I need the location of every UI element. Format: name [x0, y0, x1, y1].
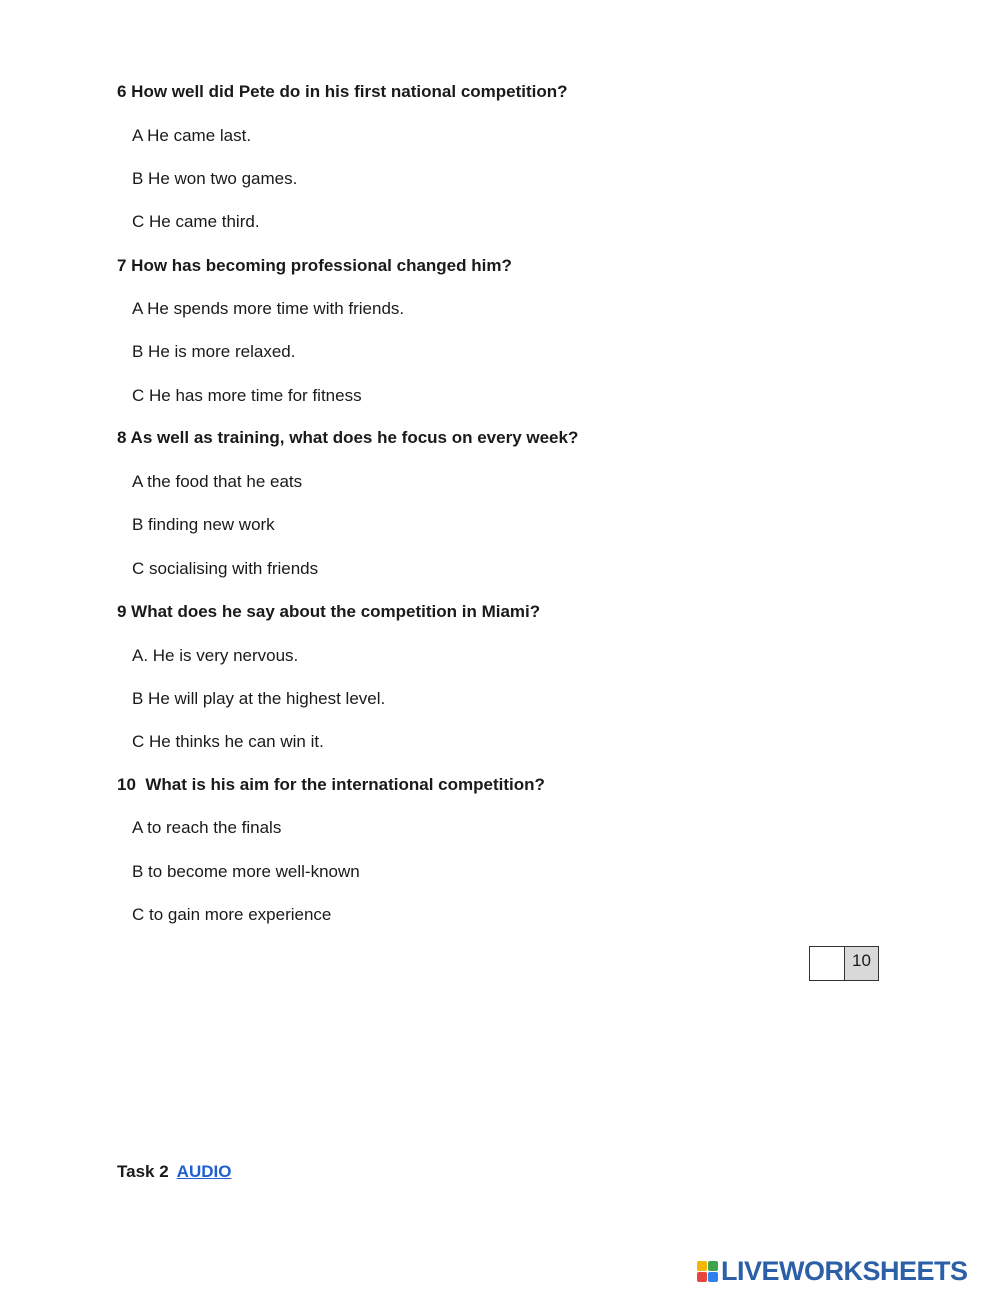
question-9-option-c: C He thinks he can win it.: [132, 732, 324, 751]
score-box: [809, 946, 879, 981]
logo-block-e: [708, 1272, 718, 1282]
question-9-option-a: A. He is very nervous.: [132, 646, 299, 665]
question-8-option-b: B finding new work: [132, 515, 275, 534]
question-6-option-b: B He won two games.: [132, 169, 298, 188]
question-8-option-c: C socialising with friends: [132, 559, 319, 578]
question-10: 10 What is his aim for the international competition?: [117, 775, 545, 794]
task-label: Task 2: [117, 1162, 169, 1181]
question-7-option-c: C He has more time for fitness: [132, 386, 362, 405]
question-8: 8 As well as training, what does he focus on every week?: [117, 428, 579, 447]
question-7-option-b: B He is more relaxed.: [132, 342, 296, 361]
question-7-option-a: A He spends more time with friends.: [132, 299, 405, 318]
question-6-option-a: A He came last.: [132, 126, 252, 145]
liveworksheets-logo: [697, 1256, 968, 1286]
question-10-option-a: A to reach the finals: [132, 818, 282, 837]
logo-text: LIVEWORKSHEETS: [721, 1256, 968, 1286]
question-9: 9 What does he say about the competition in Miami?: [117, 602, 541, 621]
question-8-option-a: A the food that he eats: [132, 472, 303, 491]
score-total: 10: [845, 947, 878, 980]
question-10-option-b: B to become more well-known: [132, 862, 360, 881]
task-heading: [117, 1162, 231, 1182]
question-9-option-b: B He will play at the highest level.: [132, 689, 386, 708]
score-input-cell[interactable]: [810, 947, 845, 980]
question-10-option-c: C to gain more experience: [132, 905, 332, 924]
question-7: 7 How has becoming professional changed him?: [117, 256, 512, 275]
logo-block-l: [697, 1261, 707, 1271]
audio-link[interactable]: AUDIO: [176, 1162, 232, 1181]
logo-blocks-icon: [697, 1261, 718, 1282]
question-6: 6 How well did Pete do in his first national competition?: [117, 82, 568, 101]
logo-block-i: [708, 1261, 718, 1271]
logo-block-v: [697, 1272, 707, 1282]
question-6-option-c: C He came third.: [132, 212, 260, 231]
